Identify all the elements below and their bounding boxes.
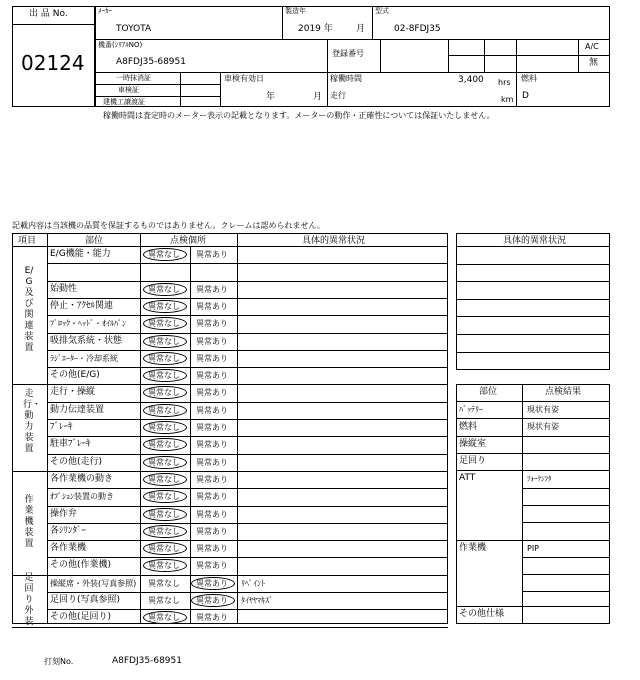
model-value: 02-8FDJ35 — [394, 24, 441, 34]
status-abnormal[interactable]: 異常あり — [196, 509, 228, 519]
row-detail: ﾀｲﾔﾔﾏｷｽﾞ — [241, 596, 273, 605]
inspection-month: 月 — [313, 92, 323, 102]
status-abnormal[interactable]: 異常あり — [196, 284, 228, 294]
lot-number-label: 出 品 No. — [29, 9, 68, 19]
status-abnormal[interactable]: 異常あり — [196, 474, 228, 484]
status-normal[interactable]: 異常なし — [148, 526, 180, 536]
status-normal[interactable]: 異常なし — [148, 613, 180, 623]
ac-label: A/C — [585, 42, 599, 51]
selected-status-circle — [143, 352, 187, 365]
hours-label: 稼働時間 — [330, 74, 362, 83]
row-part-label: ﾌﾞﾛｯｸ・ﾍｯﾄﾞ・ｵｲﾙﾊﾟﾝ — [50, 319, 126, 329]
cab-label: 操縦室 — [459, 439, 487, 449]
selected-status-circle — [191, 594, 235, 607]
right-result-box — [456, 384, 610, 624]
maker-label: ﾒｰｶｰ — [98, 7, 112, 15]
right-detail-header: 具体的異常状況 — [503, 236, 567, 246]
serial-label: 機番(ｼﾘｱﾙNO) — [98, 41, 143, 49]
row-part-label: その他(作業機) — [50, 560, 112, 571]
status-normal[interactable]: 異常なし — [148, 509, 180, 519]
row-part-label: 動力伝達装置 — [50, 404, 105, 415]
selected-status-circle — [143, 421, 187, 434]
row-part-label: その他(足回り) — [50, 612, 112, 623]
row-part-label: 操作弁 — [50, 508, 78, 519]
hours-value: 3,400 — [458, 75, 484, 85]
selected-status-circle — [143, 248, 187, 261]
row-part-label: 走行・操縦 — [50, 387, 96, 398]
quality-note: 記載内容は当該機の品質を保証するものではありません。クレームは認められません。 — [12, 221, 325, 230]
status-normal[interactable]: 異常なし — [148, 405, 180, 415]
status-abnormal[interactable]: 異常あり — [196, 250, 228, 259]
status-abnormal[interactable]: 異常あり — [196, 336, 228, 346]
maker-value: TOYOTA — [116, 24, 152, 34]
status-abnormal[interactable]: 異常あり — [196, 388, 228, 398]
group-label: E/G及び関連装置 — [24, 265, 34, 353]
selected-status-circle — [143, 369, 187, 382]
selected-status-circle — [143, 404, 187, 417]
status-normal[interactable]: 異常なし — [148, 474, 180, 484]
lot-number: 02124 — [21, 51, 85, 75]
status-normal[interactable]: 異常なし — [148, 284, 180, 294]
status-normal[interactable]: 異常なし — [148, 492, 180, 502]
group-label: 走行・動力装置 — [23, 389, 42, 455]
right-part-header: 部位 — [479, 387, 498, 397]
status-abnormal[interactable]: 異常あり — [196, 492, 228, 502]
status-abnormal[interactable]: 異常あり — [196, 457, 228, 467]
status-abnormal[interactable]: 異常あり — [196, 405, 228, 415]
status-abnormal[interactable]: 異常あり — [196, 578, 228, 588]
status-abnormal[interactable]: 異常あり — [196, 319, 228, 329]
status-abnormal[interactable]: 異常あり — [196, 371, 228, 381]
selected-status-circle — [143, 542, 187, 555]
status-abnormal[interactable]: 異常あり — [196, 544, 228, 554]
status-abnormal[interactable]: 異常あり — [196, 561, 228, 571]
work-machine-label: 作業機 — [459, 543, 487, 553]
selected-status-circle — [143, 283, 187, 296]
fuel-result: 現状有姿 — [527, 422, 559, 431]
header-part: 部位 — [85, 236, 104, 246]
status-normal[interactable]: 異常なし — [148, 596, 180, 605]
ac-value: 無 — [589, 58, 599, 68]
fuel-label: 燃料 — [521, 74, 537, 83]
inspection-year: 年 — [266, 92, 276, 102]
registration-label: 登録番号 — [332, 49, 364, 58]
year-month-label: 月 — [356, 24, 366, 34]
status-abnormal[interactable]: 異常あり — [196, 301, 228, 311]
status-normal[interactable]: 異常なし — [148, 336, 180, 346]
header-check: 点検個所 — [170, 236, 207, 246]
status-normal[interactable]: 異常なし — [148, 353, 180, 363]
status-normal[interactable]: 異常なし — [148, 578, 180, 588]
header-detail: 具体的異常状況 — [302, 236, 366, 246]
row-part-label: 操縦席・外装(写真参照) — [50, 578, 137, 588]
row-part-label: ｵﾌﾟｼｮﾝ装置の動き — [50, 492, 114, 502]
status-normal[interactable]: 異常なし — [148, 457, 180, 467]
year-label: 製造年 — [285, 7, 306, 15]
group-label: 足回り外装 — [24, 573, 34, 628]
undercarriage-label: 足回り — [459, 456, 487, 466]
status-normal[interactable]: 異常なし — [148, 371, 180, 381]
stamp-value: A8FDJ35-68951 — [112, 656, 182, 666]
row-part-label: 吸排気系統・状態 — [50, 335, 123, 346]
battery-label: ﾊﾞｯﾃﾘｰ — [459, 405, 483, 414]
row-part-label: 足回り(写真参照) — [50, 595, 121, 605]
other-spec-label: その他仕様 — [459, 609, 505, 619]
row-part-label: その他(E/G) — [50, 370, 100, 381]
row-part-label: ﾌﾞﾚｰｷ — [50, 422, 73, 432]
status-abnormal[interactable]: 異常あり — [196, 613, 228, 623]
hours-note: 稼働時間は査定時のメーター表示の記載となります。メーターの動作・正確性については保証いたしません。 — [103, 111, 495, 120]
status-abnormal[interactable]: 異常あり — [196, 423, 228, 432]
status-normal[interactable]: 異常なし — [148, 388, 180, 398]
att-label: ATT — [459, 473, 476, 483]
mileage-label: 走行 — [330, 91, 346, 100]
status-abnormal[interactable]: 異常あり — [196, 596, 228, 605]
row-part-label: 各ｼﾘﾝﾀﾞｰ — [50, 525, 87, 536]
header-item: 項目 — [18, 236, 37, 246]
right-result-header: 点検結果 — [545, 387, 582, 397]
status-abnormal[interactable]: 異常あり — [196, 353, 228, 363]
permit-label-3: 建機工譲渡証 — [103, 98, 145, 106]
status-normal[interactable]: 異常なし — [148, 423, 180, 432]
selected-status-circle — [143, 525, 187, 538]
row-part-label: ﾗｼﾞｴｰﾀｰ・冷却系統 — [50, 353, 118, 363]
status-normal[interactable]: 異常なし — [148, 544, 180, 554]
hours-unit: hrs — [498, 78, 511, 87]
row-detail: ﾘﾍﾟｲﾝﾄ — [241, 578, 265, 588]
fuel-part-label: 燃料 — [459, 422, 478, 432]
selected-status-circle — [143, 456, 187, 469]
km-unit: km — [501, 95, 514, 104]
row-part-label: E/G機能・能力 — [50, 249, 111, 259]
status-normal[interactable]: 異常なし — [148, 301, 180, 311]
selected-status-circle — [143, 300, 187, 313]
row-part-label: 駐車ﾌﾞﾚｰｷ — [50, 439, 91, 450]
battery-result: 現状有姿 — [527, 405, 559, 414]
status-normal[interactable]: 異常なし — [148, 250, 180, 259]
status-normal[interactable]: 異常なし — [148, 561, 180, 571]
inspection-label: 車検有効日 — [224, 74, 264, 83]
permit-label-2: 車検証 — [118, 86, 139, 94]
group-label: 作業機装置 — [24, 495, 34, 550]
status-normal[interactable]: 異常なし — [148, 319, 180, 329]
row-part-label: 各作業機 — [50, 543, 87, 554]
status-abnormal[interactable]: 異常あり — [196, 440, 228, 450]
row-part-label: 停止・ｱｸｾﾙ関連 — [50, 300, 114, 311]
row-part-label: その他(走行) — [50, 456, 103, 467]
selected-status-circle — [143, 335, 187, 348]
row-part-label: 始動性 — [50, 283, 78, 294]
selected-status-circle — [143, 473, 187, 486]
year-value: 2019 年 — [298, 24, 333, 34]
att-value: ﾌｫｰｸｼﾌﾀ — [527, 475, 552, 483]
permit-label-1: 一時抹消証 — [116, 74, 151, 82]
fuel-value: D — [522, 91, 529, 101]
row-part-label: 各作業機の動き — [50, 473, 114, 484]
right-detail-box — [456, 233, 610, 370]
selected-status-circle — [143, 508, 187, 521]
serial-value: A8FDJ35-68951 — [116, 57, 186, 67]
stamp-label: 打刻No. — [44, 657, 74, 666]
selected-status-circle — [191, 577, 235, 590]
work-machine-value: PIP — [527, 544, 540, 553]
status-normal[interactable]: 異常なし — [148, 440, 180, 450]
model-label: 型式 — [375, 7, 389, 15]
status-abnormal[interactable]: 異常あり — [196, 526, 228, 536]
